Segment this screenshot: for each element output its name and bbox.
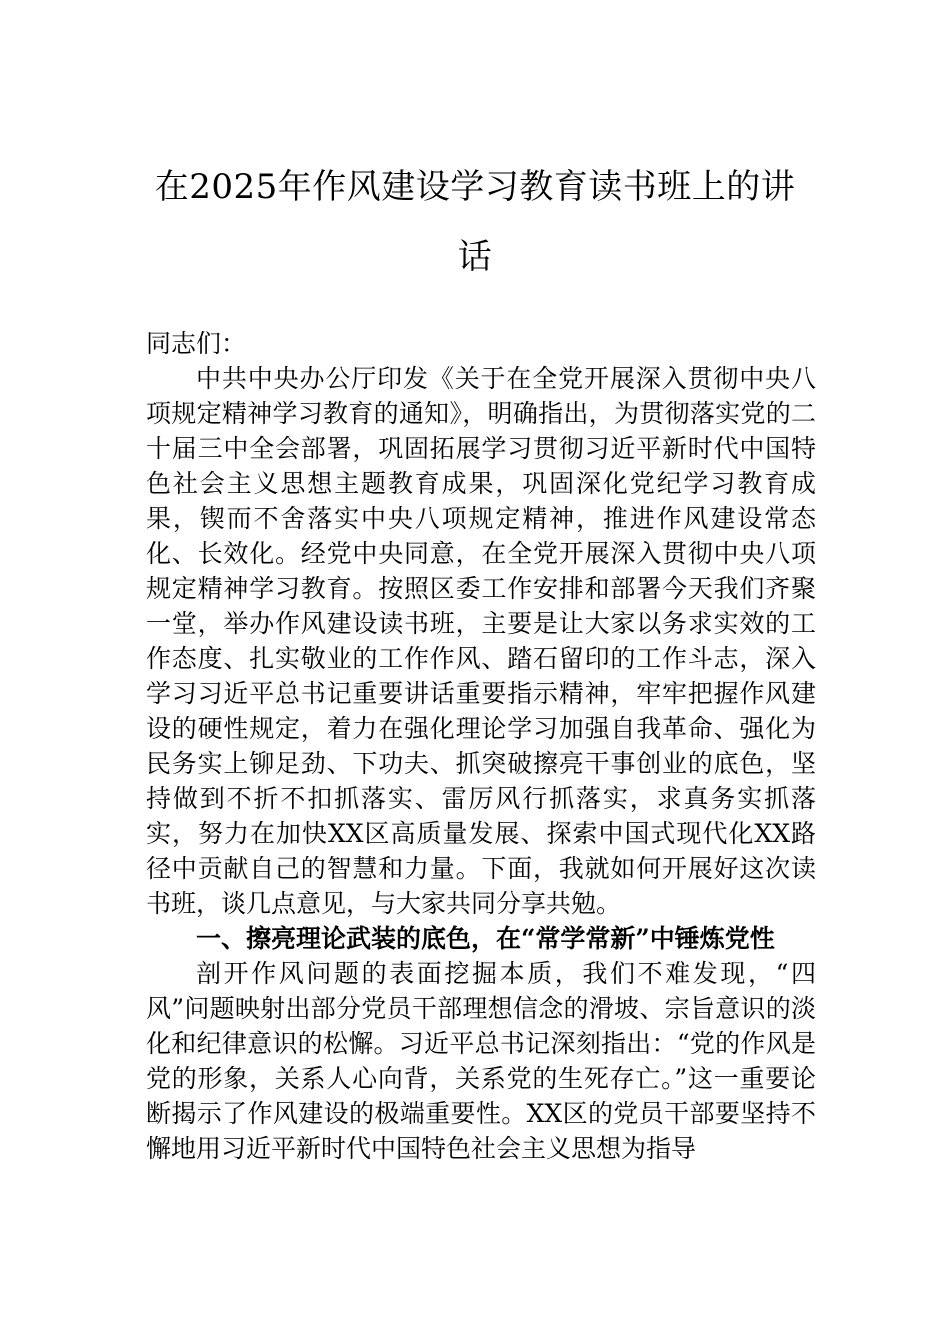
document-title: 在2025年作风建设学习教育读书班上的讲话: [154, 167, 796, 277]
section-paragraph: 剖开作风问题的表面挖掘本质，我们不难发现，“四风”问题映射出部分党员干部理想信念的滑坡、宗旨意识的淡化和纪律意识的松懈。习近平总书记深刻指出：“党的作风是党的形象，关系人心向背，关系党的生死存亡。”这一重要论断揭示了作风建设的极端重要性。XX区的党员干部要坚持不懈地用习近平新时代中国特色社会主义思想为指导: [146, 959, 816, 1163]
salutation: 同志们：: [146, 329, 247, 358]
document-body: [146, 326, 816, 1166]
intro-paragraph: 中共中央办公厅印发《关于在全党开展深入贯彻中央八项规定精神学习教育的通知》，明确指出，为贯彻落实党的二十届三中全会部署，巩固拓展学习贯彻习近平新时代中国特色社会主义思想主题教育成果，巩固深化党纪学习教育成果，锲而不舍落实中央八项规定精神，推进作风建设常态化、长效化。经党中央同意，在全党开展深入贯彻中央八项规定精神学习教育。按照区委工作安排和部署今天我们齐聚一堂，举办作风建设读书班，主要是让大家以务求实效的工作态度、扎实敬业的工作作风、踏石留印的工作斗志，深入学习习近平总书记重要讲话重要指示精神，牢牢把握作风建设的硬性规定，着力在强化理论学习加强自我革命、强化为民务实上铆足劲、下功夫、抓突破擦亮干事创业的底色，坚持做到不折不扣抓落实、雷厉风行抓落实，求真务实抓落实，努力在加快XX区高质量发展、探索中国式现代化XX路径中贡献自己的智慧和力量。下面，我就如何开展好这次读书班，谈几点意见，与大家共同分享共勉。: [146, 364, 816, 918]
section-heading: 一、擦亮理论武装的底色，在“常学常新”中锤炼党性: [196, 924, 775, 953]
